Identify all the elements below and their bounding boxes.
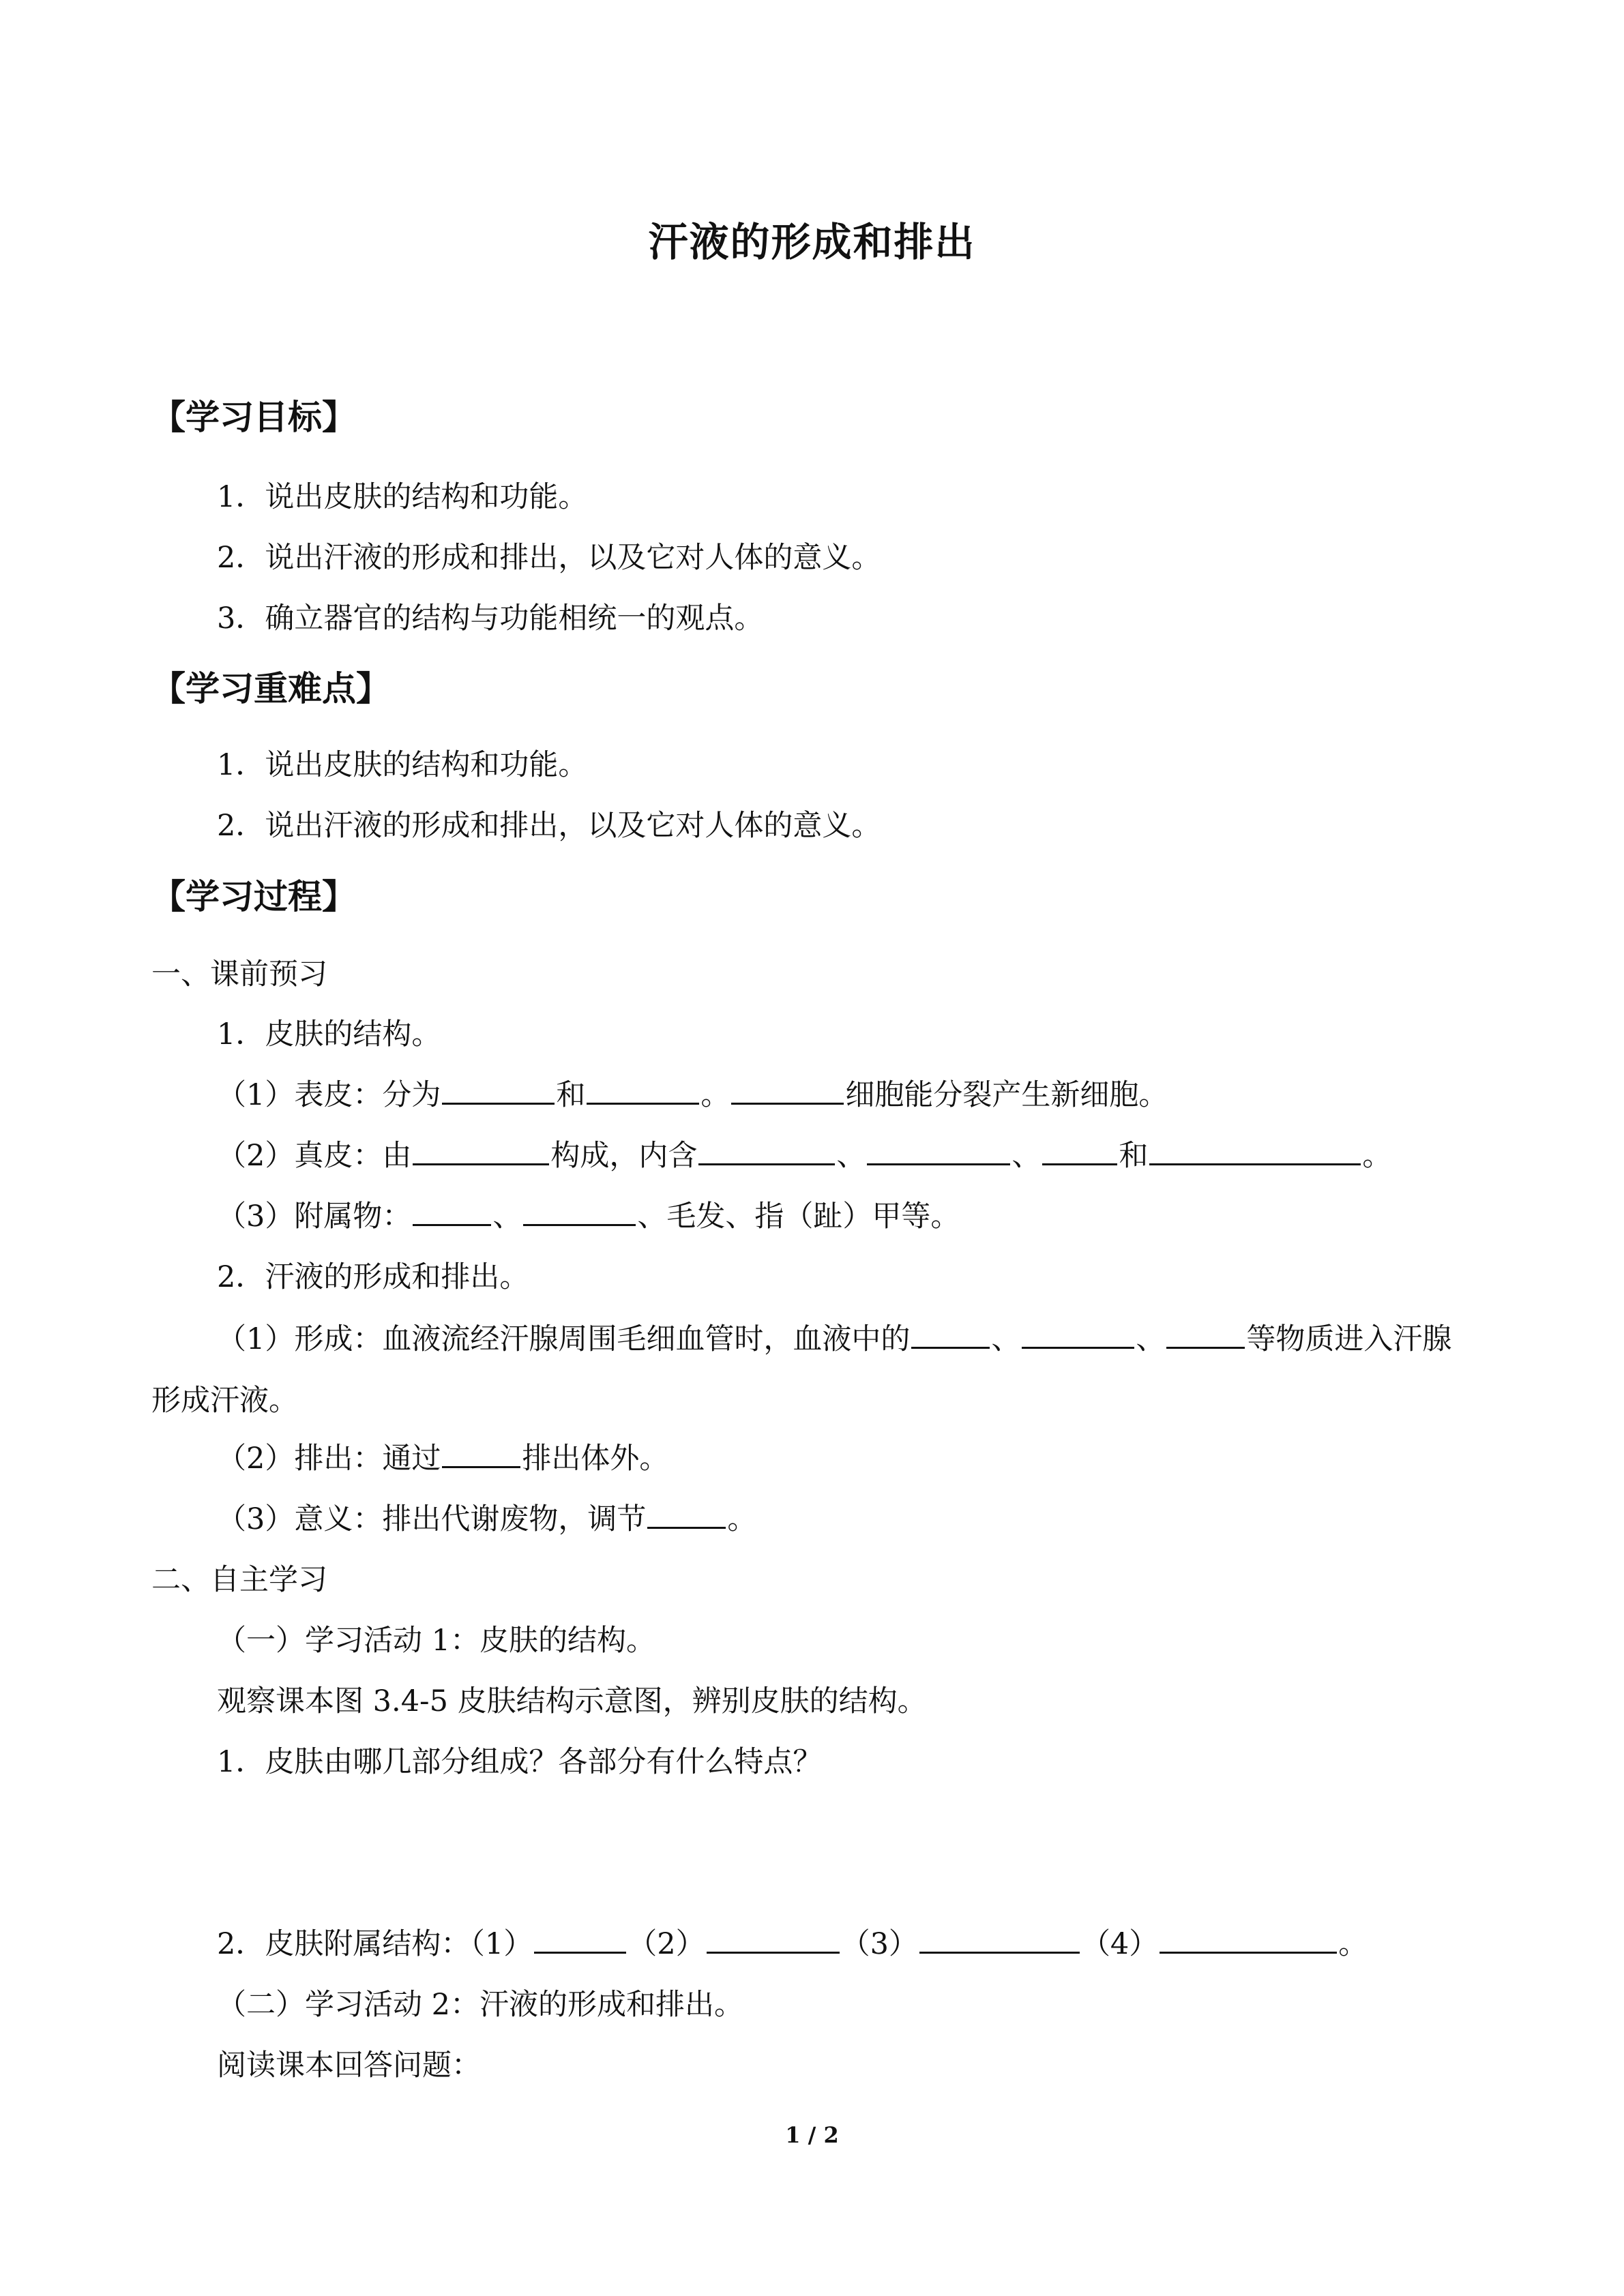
section-heading-objectives: 【学习目标】 [151, 398, 356, 437]
fill-blank[interactable] [534, 1951, 626, 1954]
part2-title: 二、自主学习 [151, 1563, 327, 1597]
part1-title: 一、课前预习 [151, 957, 327, 992]
fill-blank[interactable] [442, 1465, 520, 1468]
activity1-question-1: 1．皮肤由哪几部分组成？各部分有什么特点？ [217, 1745, 823, 1779]
fill-blank[interactable] [919, 1951, 1080, 1954]
activity1-title: （一）学习活动 1：皮肤的结构。 [217, 1624, 656, 1658]
fill-blank[interactable] [698, 1163, 835, 1165]
question-dermis: （2）真皮：由 构成，内含 、 、 和 。 [217, 1139, 1392, 1173]
objective-item-1: 1．说出皮肤的结构和功能。 [217, 480, 588, 514]
activity1-question-2: 2．皮肤附属结构：（1） （2） （3） （4） 。 [217, 1927, 1368, 1961]
question-skin-structure: 1．皮肤的结构。 [217, 1017, 441, 1052]
fill-blank[interactable] [1160, 1951, 1337, 1954]
question-sweat: 2．汗液的形成和排出。 [217, 1260, 529, 1294]
objective-item-2: 2．说出汗液的形成和排出，以及它对人体的意义。 [217, 541, 881, 575]
fill-blank[interactable] [1149, 1163, 1361, 1165]
section-heading-process: 【学习过程】 [151, 877, 356, 916]
fill-blank[interactable] [523, 1223, 636, 1226]
section-heading-key-points: 【学习重难点】 [151, 669, 390, 709]
fill-blank[interactable] [731, 1102, 844, 1105]
question-sweat-excretion: （2）排出：通过 排出体外。 [217, 1442, 669, 1476]
key-point-item-2: 2．说出汗液的形成和排出，以及它对人体的意义。 [217, 809, 881, 843]
fill-blank[interactable] [1022, 1346, 1134, 1349]
document-title: 汗液的形成和排出 [648, 219, 976, 265]
key-point-item-1: 1．说出皮肤的结构和功能。 [217, 748, 588, 782]
question-epidermis: （1）表皮：分为 和 。 细胞能分裂产生新细胞。 [217, 1078, 1168, 1112]
activity2-description: 阅读课本回答问题： [217, 2048, 481, 2083]
fill-blank[interactable] [413, 1163, 549, 1165]
fill-blank[interactable] [707, 1951, 840, 1954]
fill-blank[interactable] [647, 1526, 726, 1529]
question-sweat-significance: （3）意义：排出代谢废物，调节 。 [217, 1502, 757, 1536]
question-appendages: （3）附属物： 、 、毛发、指（趾）甲等。 [217, 1199, 960, 1234]
fill-blank[interactable] [587, 1102, 699, 1105]
fill-blank[interactable] [413, 1223, 491, 1226]
fill-blank[interactable] [442, 1102, 555, 1105]
page-number: 1 / 2 [785, 2122, 839, 2148]
fill-blank[interactable] [1042, 1163, 1117, 1165]
fill-blank[interactable] [911, 1346, 990, 1349]
objective-item-3: 3．确立器官的结构与功能相统一的观点。 [217, 601, 764, 636]
fill-blank[interactable] [1166, 1346, 1245, 1349]
fill-blank[interactable] [867, 1163, 1010, 1165]
question-sweat-formation: （1）形成：血液流经汗腺周围毛细血管时，血液中的 、 、 等物质进入汗腺形成汗液。 [151, 1322, 1452, 1418]
activity2-title: （二）学习活动 2：汗液的形成和排出。 [217, 1988, 744, 2022]
activity1-description: 观察课本图 3.4-5 皮肤结构示意图，辨别皮肤的结构。 [217, 1684, 927, 1718]
